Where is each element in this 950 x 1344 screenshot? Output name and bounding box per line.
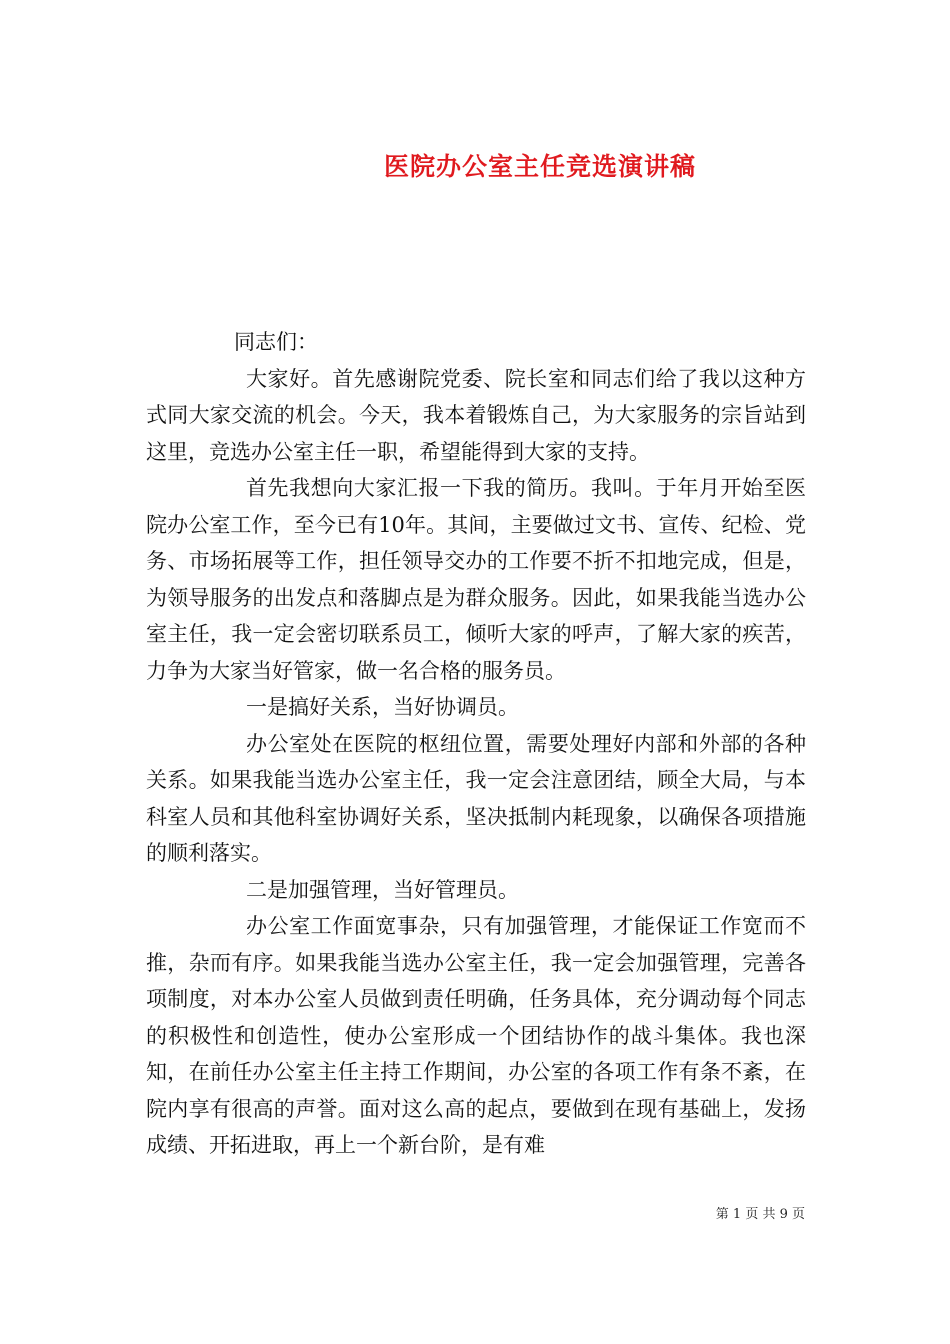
document-title: 医院办公室主任竞选演讲稿 bbox=[383, 151, 696, 181]
document-body bbox=[146, 324, 806, 1164]
paragraph-management: 办公室工作面宽事杂，只有加强管理，才能保证工作宽而不推，杂而有序。如果我能当选办公室主任，我一定会加强管理，完善各项制度，对本办公室人员做到责任明确，任务具体，充分调动每个同志的积极性和创造性，使办公室形成一个团结协作的战斗集体。我也深知，在前任办公室主任主持工作期间，办公室的各项工作有条不紊，在院内享有很高的声誉。面对这么高的起点，要做到在现有基础上，发扬成绩、开拓进取，再上一个新台阶，是有难 bbox=[146, 914, 806, 1157]
page-number: 第 1 页 共 9 页 bbox=[715, 1207, 805, 1222]
paragraph-heading-manager: 二是加强管理，当好管理员。 bbox=[246, 877, 519, 902]
paragraph-coordination: 办公室处在医院的枢纽位置，需要处理好内部和外部的各种关系。如果我能当选办公室主任，我一定会注意团结，顾全大局，与本科室人员和其他科室协调好关系，坚决抵制内耗现象，以确保各项措施的顺利落实。 bbox=[146, 731, 806, 865]
paragraph-greeting: 大家好。首先感谢院党委、院长室和同志们给了我以这种方式同大家交流的机会。今天，我本着锻炼自己，为大家服务的宗旨站到这里，竞选办公室主任一职，希望能得到大家的支持。 bbox=[146, 366, 806, 464]
paragraph-heading-coordinator: 一是搞好关系，当好协调员。 bbox=[246, 695, 519, 719]
paragraph-resume: 首先我想向大家汇报一下我的简历。我叫。于年月开始至医院办公室工作，至今已有10年。其间，主要做过文书、宣传、纪检、党务、市场拓展等工作，担任领导交办的工作要不折不扣地完成，但是，为领导服务的出发点和落脚点是为群众服务。因此，如果我能当选办公室主任，我一定会密切联系员工，倾听大家的呼声，了解大家的疾苦，力争为大家当好管家，做一名合格的服务员。 bbox=[146, 476, 806, 683]
salutation: 同志们： bbox=[234, 330, 318, 354]
